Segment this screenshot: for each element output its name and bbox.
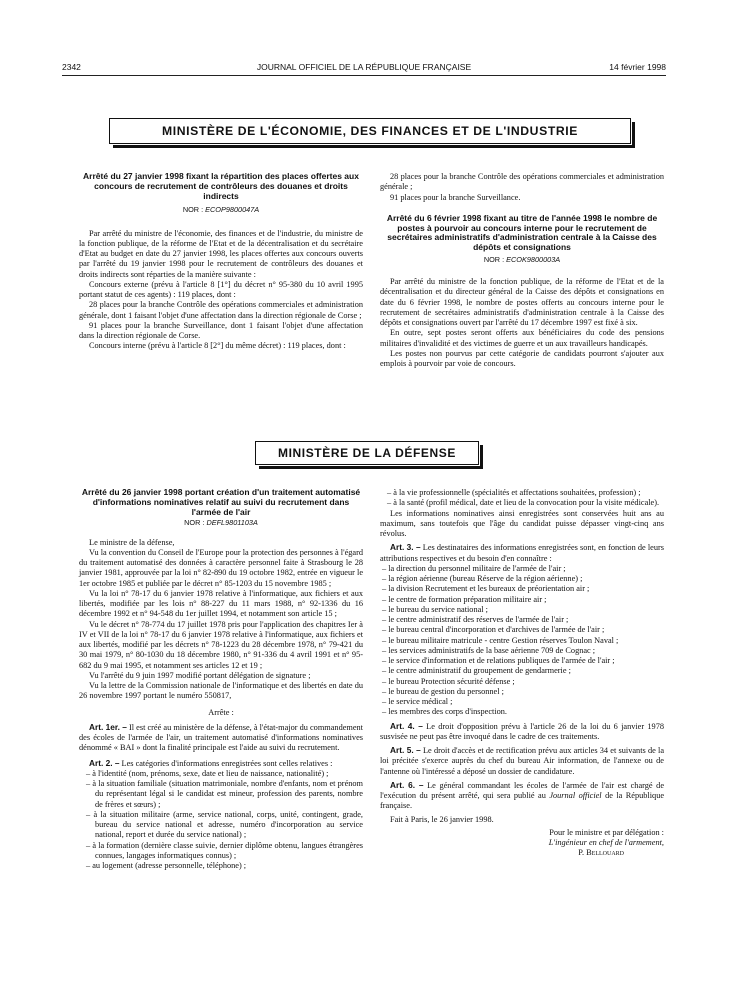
signing-place-date: Fait à Paris, le 26 janvier 1998. xyxy=(390,814,494,824)
page-number: 2342 xyxy=(62,62,81,72)
signatory-name: P. Bellouard xyxy=(578,848,624,858)
list-item: – à la vie professionnelle (spécialités et affectations souhaitées, profession) ; xyxy=(387,488,641,497)
paragraph: Par arrêté du ministre de l'économie, des finances et de l'industrie, du ministre de la fonction publique, de la réforme de l'Etat et de la décentralisation et du secrétaire d'Etat au budget en date du 27 janvier 1998, les places offertes aux concours ouverts par l'arrêté du 19 janvier 1998 pour le recrutement de contrôleurs des douanes et droits indirects sont réparties de la manière suivante : xyxy=(79,228,363,279)
ministry-banner-economy xyxy=(109,118,631,144)
paragraph: Vu le décret n° 78-774 du 17 juillet 1978 pris pour l'application des chapitres Ier à IV et VII de la loi n° 78-17 du 6 janvier 1978 relative à l'informatique, aux fichiers et aux libertés, modifié par les décrets n° 78-1223 du 28 décembre 1978, n° 79-421 du 30 mai 1979, n° 80-1030 du 18 décembre 1980, n° 91-336 du 4 avril 1991 et n° 95-682 du 9 mai 1995, et notamment ses articles 12 et 19 ; xyxy=(79,619,363,670)
list-item: – à la situation militaire (arme, service national, corps, unité, contingent, grade, bureau du service national et adresse, numéro d'incorporation au service national, report et durée du service national) ; xyxy=(86,809,363,840)
signatory-title: L'ingénieur en chef de l'armement, xyxy=(548,838,664,847)
arrete-title: Arrêté du 26 janvier 1998 portant création d'un traitement automatisé d'informations nominatives relatif au suivi du recrutement dans l'armée de l'air xyxy=(81,487,361,517)
list-item: – le bureau du service national ; xyxy=(382,604,488,614)
list-item: – la direction du personnel militaire de l'armée de l'air ; xyxy=(382,563,566,573)
list-item: – le service médical ; xyxy=(382,697,453,706)
article-2-list xyxy=(79,769,363,872)
issue-date: 14 février 1998 xyxy=(609,62,666,72)
paragraph: Concours externe (prévu à l'article 8 [1°] du décret n° 95-380 du 10 avril 1995 portant statut de ces agents) : 119 places, dont : xyxy=(79,279,363,300)
ministry-name: MINISTÈRE DE L'ÉCONOMIE, DES FINANCES ET DE L'INDUSTRIE xyxy=(162,124,578,138)
paragraph: Le ministre de la défense, xyxy=(89,537,175,547)
arrete-word: Arrête : xyxy=(208,707,234,717)
paragraph: Les informations nominatives ainsi enregistrées sont conservées huit ans au maximum, sans toutefois que l'âge du candidat puisse dépasser vingt-cinq ans révolus. xyxy=(380,508,664,538)
paragraph: Vu la convention du Conseil de l'Europe pour la protection des personnes à l'égard du traitement automatisé des données à caractère personnel faite à Strasbourg le 28 janvier 1981, approuvée par la loi n° 82-890 du 19 octobre 1982, entrée en vigueur le 1er octobre 1985 et publiée par le décret n° 85-1203 du 15 novembre 1985 ; xyxy=(79,547,363,588)
paragraph: 91 places pour la branche Surveillance, dont 1 faisant l'objet d'une affectation dans la direction régionale de Corse. xyxy=(79,320,363,341)
list-item: – le bureau Protection sécurité défense ; xyxy=(382,676,515,686)
list-item: – le bureau central d'incorporation et d'archives de l'armée de l'air ; xyxy=(382,625,605,635)
article-column-right-top xyxy=(380,172,664,369)
article-4: Art. 4. – Le droit d'opposition prévu à l'article 26 de la loi du 6 janvier 1978 susvisée ne peut pas être invoqué dans le cadre de ces traitements. xyxy=(380,720,664,741)
ministry-name: MINISTÈRE DE LA DÉFENSE xyxy=(277,446,457,460)
article-3: Art. 3. – Les destinataires des informations enregistrées sont, en fonction de leurs attributions respectives et du besoin d'en connaître : xyxy=(380,542,664,563)
article-2-list-continued xyxy=(380,488,664,509)
journal-title: JOURNAL OFFICIEL DE LA RÉPUBLIQUE FRANÇAISE xyxy=(256,62,472,72)
list-item: – le bureau de gestion du personnel ; xyxy=(382,686,504,696)
list-item: – la région aérienne (bureau Réserve de la région aérienne) ; xyxy=(382,574,583,583)
nor-reference: NOR : ECOP9800047A xyxy=(182,205,260,215)
paragraph: Vu l'arrêté du 9 juin 1997 modifié portant délégation de signature ; xyxy=(89,670,311,680)
list-item: – le centre administratif des réserves de l'armée de l'air ; xyxy=(382,615,569,624)
article-column-left-bottom xyxy=(79,488,363,871)
list-item: – la division Recrutement et les bureaux de préorientation air ; xyxy=(382,584,590,594)
list-item: – le centre de formation préparation militaire air ; xyxy=(382,594,547,604)
arrete-title: Arrêté du 27 janvier 1998 fixant la répartition des places offertes aux concours de recrutement de contrôleurs des douanes et droits indirects xyxy=(83,171,359,201)
running-head xyxy=(62,62,666,74)
article-6: Art. 6. – Le général commandant les écoles de l'armée de l'air est chargé de l'exécution du présent arrêté, qui sera publié au Journal officiel de la République française. xyxy=(380,779,665,811)
paragraph: Les postes non pourvus par cette catégorie de candidats pourront s'ajouter aux emplois à pourvoir par voie de concours. xyxy=(380,348,664,369)
paragraph: 91 places pour la branche Surveillance. xyxy=(390,192,521,202)
header-rule xyxy=(62,75,666,76)
paragraph: Vu la lettre de la Commission nationale de l'informatique et des libertés en date du 26 novembre 1997 portant le numéro 550817, xyxy=(79,681,363,701)
paragraph: 28 places pour la branche Contrôle des opérations commerciales et administration générale ; xyxy=(380,172,664,192)
signature-delegation: Pour le ministre et par délégation : xyxy=(549,827,664,837)
paragraph: Par arrêté du ministre de la fonction publique, de la réforme de l'Etat et de la décentralisation et du directeur général de la Caisse des dépôts et consignations en date du 6 février 1998, le nombre de postes offerts au concours interne pour le recrutement de secrétaires administratifs d'administration centrale à la Caisse des dépôts et consignations ouvert par l'arrêté du 17 décembre 1997 est fixé à six. xyxy=(380,277,664,328)
list-item: – le bureau militaire matricule - centre Gestion réserves Toulon Naval ; xyxy=(382,635,619,645)
list-item: – au logement (adresse personnelle, téléphone) ; xyxy=(86,861,247,871)
ministry-banner-defense xyxy=(255,441,479,465)
list-item: – à l'identité (nom, prénoms, sexe, date et lieu de naissance, nationalité) ; xyxy=(86,768,329,778)
article-3-list xyxy=(380,564,664,718)
list-item: – les services administratifs de la base aérienne 709 de Cognac ; xyxy=(382,645,596,655)
list-item: – le service d'information et de relations publiques de l'armée de l'air ; xyxy=(382,656,615,665)
nor-reference: NOR : ECOK9800003A xyxy=(483,254,561,264)
article-1: Art. 1er. – Il est créé au ministère de la défense, à l'état-major du commandement des écoles de l'armée de l'air, un traitement automatisé d'informations nominatives dénommé « BAI » dont la finalité principale est l'aide au suivi du recrutement. xyxy=(79,721,363,753)
paragraph: 28 places pour la branche Contrôle des opérations commerciales et administration générale, dont 1 faisant l'objet d'une affectation dans la direction régionale de Corse ; xyxy=(79,300,363,320)
article-2: Art. 2. – Les catégories d'informations enregistrées sont celles relatives : xyxy=(89,757,333,768)
paragraph: Vu la loi n° 78-17 du 6 janvier 1978 relative à l'informatique, aux fichiers et aux libertés, modifiée par les lois n° 88-227 du 11 mars 1988, n° 92-1336 du 16 décembre 1992 et n° 94-548 du 1er juillet 1994, et notamment son article 15 ; xyxy=(79,588,363,619)
list-item: – le centre administratif du groupement de gendarmerie ; xyxy=(382,666,571,676)
list-item: – à la santé (profil médical, date et lieu de la convocation pour la visite médicale). xyxy=(387,498,660,508)
list-item: – à la formation (dernière classe suivie, dernier diplôme obtenu, langues étrangères connues, langages informatiques connus) ; xyxy=(86,840,363,860)
article-5: Art. 5. – Le droit d'accès et de rectification prévu aux articles 34 et suivants de la loi précitée s'exerce auprès du chef du bureau Air information, de l'annexe ou de l'antenne où l'intéressé a déposé un dossier de candidature. xyxy=(380,745,664,776)
arrete-title: Arrêté du 6 février 1998 fixant au titre de l'année 1998 le nombre de postes à pourvoir au concours interne pour le recrutement de secrétaires administratifs d'administration centrale à la Caisse des dépôts et consignations xyxy=(386,212,658,253)
paragraph: Concours interne (prévu à l'article 8 [2°] du même décret) : 119 places, dont : xyxy=(89,341,346,351)
list-item: – les membres des corps d'inspection. xyxy=(382,707,508,717)
article-column-left-top xyxy=(79,172,363,352)
list-item: – à la situation familiale (situation matrimoniale, nombre d'enfants, nom et prénom du représentant légal si le candidat est mineur, profession des parents, nombre de frères et sœurs) ; xyxy=(86,779,363,809)
paragraph: En outre, sept postes seront offerts aux bénéficiaires du code des pensions militaires d'invalidité et des victimes de guerre et un aux travailleurs handicapés. xyxy=(380,328,664,348)
nor-reference: NOR : DEFL9801103A xyxy=(184,518,258,528)
article-column-right-bottom xyxy=(380,488,664,859)
